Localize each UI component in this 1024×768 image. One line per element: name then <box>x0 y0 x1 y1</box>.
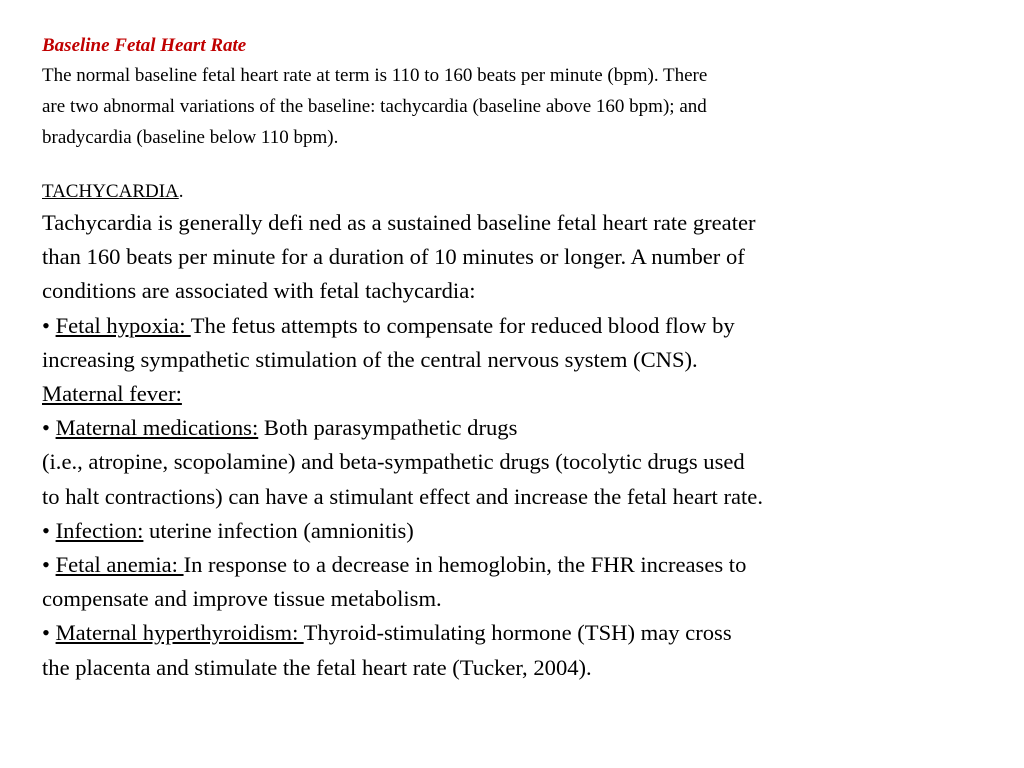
tachy-intro-line-1: Tachycardia is generally defi ned as a sustained baseline fetal heart rate greater <box>42 210 756 235</box>
infection-text-1: uterine infection (amnionitis) <box>143 517 414 543</box>
maternal-medications-text-1: Both parasympathetic drugs <box>258 415 518 441</box>
bullet-symbol: • <box>42 620 50 646</box>
baseline-title: Baseline Fetal Heart Rate <box>42 35 247 56</box>
maternal-medications-text-3: to halt contractions) can have a stimulant effect and increase the fetal heart rate. <box>42 483 763 509</box>
tachy-intro-line-2: than 160 beats per minute for a duration of 10 minutes or longer. A number of <box>42 244 745 270</box>
maternal-hyperthyroidism-text-2: the placenta and stimulate the fetal heart rate (Tucker, 2004). <box>42 654 592 680</box>
baseline-line-1: The normal baseline fetal heart rate at term is 110 to 160 beats per minute (bpm). There <box>42 65 708 86</box>
fetal-hypoxia-label: Fetal hypoxia: <box>55 312 191 338</box>
tachycardia-body <box>42 206 972 685</box>
slide-content <box>42 32 972 685</box>
list-item-maternal-hyperthyroidism <box>42 616 972 650</box>
fetal-anemia-label: Fetal anemia: <box>55 552 184 578</box>
maternal-fever-label: Maternal fever: <box>42 381 182 407</box>
list-item-infection <box>42 514 972 548</box>
maternal-hyperthyroidism-label: Maternal hyperthyroidism: <box>55 620 304 646</box>
bullet-symbol: • <box>42 517 50 543</box>
list-item-fetal-anemia <box>42 548 972 582</box>
bullet-symbol: • <box>42 552 50 578</box>
baseline-paragraph <box>42 60 972 153</box>
tachycardia-heading-punct: . <box>178 181 184 202</box>
baseline-line-3: bradycardia (baseline below 110 bpm). <box>42 127 339 148</box>
tachycardia-heading: TACHYCARDIA <box>42 181 179 202</box>
list-item-maternal-medications <box>42 411 972 445</box>
list-item-maternal-fever <box>42 377 972 411</box>
infection-label: Infection: <box>55 517 144 543</box>
maternal-hyperthyroidism-text-1: Thyroid-stimulating hormone (TSH) may cross <box>303 620 732 646</box>
maternal-medications-text-2: (i.e., atropine, scopolamine) and beta-sympathetic drugs (tocolytic drugs used <box>42 449 745 475</box>
bullet-symbol: • <box>42 415 50 441</box>
bullet-symbol: • <box>42 312 50 338</box>
tachy-intro-line-3: conditions are associated with fetal tachycardia: <box>42 278 476 304</box>
fetal-hypoxia-text-1: The fetus attempts to compensate for reduced blood flow by <box>190 312 735 338</box>
fetal-anemia-text-1: In response to a decrease in hemoglobin, the FHR increases to <box>183 552 747 578</box>
tachycardia-heading-row <box>42 178 972 206</box>
fetal-anemia-text-2: compensate and improve tissue metabolism. <box>42 586 442 612</box>
fetal-hypoxia-text-2: increasing sympathetic stimulation of the central nervous system (CNS). <box>42 346 698 372</box>
baseline-line-2: are two abnormal variations of the baseline: tachycardia (baseline above 160 bpm); and <box>42 96 707 117</box>
maternal-medications-label: Maternal medications: <box>55 415 259 441</box>
list-item-fetal-hypoxia <box>42 309 972 343</box>
